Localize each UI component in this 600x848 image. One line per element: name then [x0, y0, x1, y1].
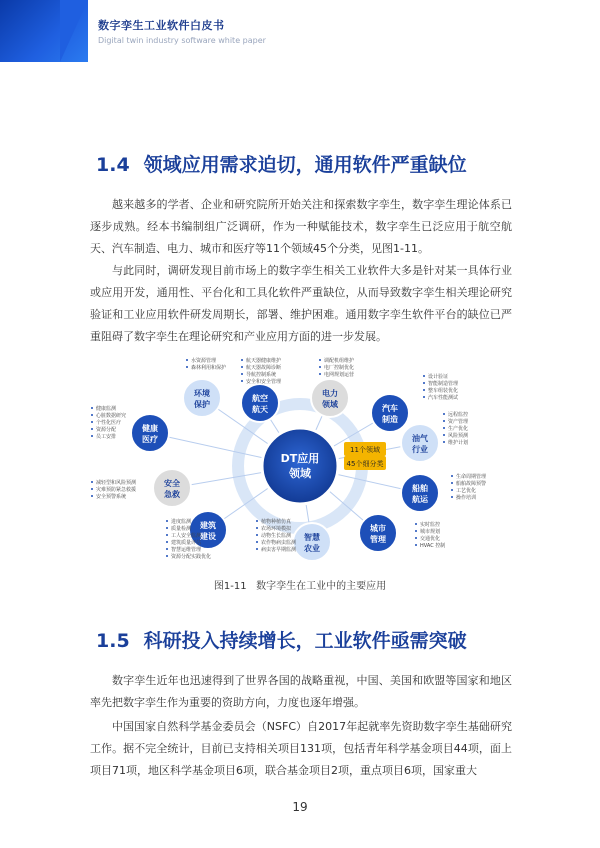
domain-item: 航天器故障诊断	[246, 365, 282, 371]
domain-item: HVAC 控制	[420, 543, 446, 549]
domain-node-circle	[401, 474, 439, 512]
bullet-dot	[451, 496, 453, 498]
badge-subcategories-label: 45个细分类	[346, 460, 384, 468]
bullet-dot	[443, 434, 445, 436]
domain-item: 工人安全监测	[171, 533, 202, 539]
bullet-dot	[241, 380, 243, 382]
domain-node-circle	[131, 414, 169, 452]
bullet-dot	[91, 407, 93, 409]
section-heading-1-4	[96, 150, 467, 177]
bullet-dot	[91, 421, 93, 423]
domain-node-label: 健康	[142, 424, 158, 433]
domain-node-label: 安全	[164, 479, 180, 488]
header-accent-diagonal	[60, 0, 88, 62]
bullet-dot	[91, 488, 93, 490]
domain-item: 安全预警系统	[96, 494, 127, 500]
domain-node-circle	[183, 379, 221, 417]
bullet-dot	[166, 541, 168, 543]
domain-node-label: 管理	[370, 535, 386, 544]
domain-node-circle	[359, 514, 397, 552]
domain-item: 整车组装优化	[428, 388, 459, 394]
center-label-1: DT应用	[280, 452, 320, 465]
section-title-text: 领域应用需求迫切，通用软件严重缺位	[143, 154, 467, 176]
domain-node-label: 制造	[382, 415, 398, 424]
section-number: 1.5	[96, 630, 130, 652]
domain-node-circle	[293, 523, 331, 561]
domain-item: 维护计划	[448, 440, 469, 446]
domain-node-label: 保护	[194, 400, 210, 409]
domain-node-label: 航空	[252, 394, 268, 403]
bullet-dot	[241, 366, 243, 368]
domain-item: 生命周期管理	[456, 474, 487, 480]
bullet-dot	[451, 475, 453, 477]
domain-item: 工艺优化	[456, 488, 477, 494]
domain-item: 植物种植仿真	[261, 519, 292, 525]
domain-item: 设计验证	[428, 374, 449, 380]
domain-item: 质量检测	[171, 526, 192, 532]
domain-node-circle	[371, 394, 409, 432]
paragraph: 中国国家自然科学基金委员会（NSFC）自2017年起就率先资助数字孪生基础研究工作。据不完全统计，目前已支持相关项目131项，包括青年科学基金项目44项，面上项目71项，地区科学基金项目6项，联合基金项目2项，重点项目6项，国家重大	[90, 720, 512, 777]
domain-node-label: 医疗	[142, 435, 158, 444]
section-number: 1.4	[96, 154, 130, 176]
header-title: 数字孪生工业软件白皮书	[98, 19, 225, 32]
bullet-dot	[319, 366, 321, 368]
domain-item: 健康监测	[96, 406, 117, 412]
domain-item: 操作培训	[456, 495, 477, 501]
domain-item: 远程监控	[448, 412, 469, 418]
bullet-dot	[415, 530, 417, 532]
figure-caption	[0, 577, 600, 592]
page-header	[0, 0, 600, 62]
bullet-dot	[451, 489, 453, 491]
domain-item: 风险预测	[448, 433, 469, 439]
domain-item: 建筑质量评估	[171, 540, 202, 546]
domain-item: 森林利用和保护	[191, 365, 227, 371]
bullet-dot	[241, 359, 243, 361]
domain-item: 水资源管理	[191, 358, 217, 364]
domain-item: 资源分配实践优化	[171, 554, 212, 560]
bullet-dot	[451, 482, 453, 484]
domain-node-circle	[311, 379, 349, 417]
bullet-dot	[256, 520, 258, 522]
bullet-dot	[443, 427, 445, 429]
domain-node-label: 船舶	[412, 484, 428, 493]
paragraph: 越来越多的学者、企业和研究院所开始关注和探索数字孪生，数字孪生理论体系已逐步成熟。经本书编制组广泛调研，作为一种赋能技术，数字孪生已泛应用于航空航天、汽车制造、电力、城市和医疗等11个领域45个分类，见图1-11。	[90, 198, 512, 255]
domain-item: 实时监控	[420, 522, 441, 528]
bullet-dot	[186, 366, 188, 368]
domain-item: 心脏数据研究	[96, 413, 127, 419]
domain-node-label: 建筑	[200, 521, 216, 530]
domain-node-label: 城市	[370, 524, 386, 533]
domain-item: 农场环境模拟	[261, 526, 292, 532]
caption-text: 数字孪生在工业中的主要应用	[256, 581, 387, 592]
bullet-dot	[443, 420, 445, 422]
bullet-dot	[91, 481, 93, 483]
domain-item: 农作物病虫监测	[261, 540, 297, 546]
badge-domains-label: 11个领域	[350, 446, 380, 454]
domain-node-label: 智慧	[304, 533, 320, 542]
bullet-dot	[91, 435, 93, 437]
domain-node-label: 电力	[322, 389, 338, 398]
domain-item: 安全和安全管理	[246, 379, 282, 385]
figure-dt-application-domains	[90, 348, 510, 574]
domain-node-label: 领域	[322, 400, 338, 409]
bullet-dot	[256, 548, 258, 550]
page-number: 19	[292, 800, 308, 814]
bullet-dot	[166, 527, 168, 529]
section-title-text: 科研投入持续增长，工业软件亟需突破	[143, 630, 467, 652]
bullet-dot	[256, 534, 258, 536]
bullet-dot	[423, 382, 425, 384]
paragraph: 数字孪生近年也迅速得到了世界各国的战略重视，中国、美国和欧盟等国家和地区率先把数字孪生作为重要的资助方向，力度也逐年增强。	[90, 674, 512, 709]
bullet-dot	[423, 375, 425, 377]
domain-node-circle	[153, 469, 191, 507]
domain-node-label: 急救	[164, 490, 180, 499]
bullet-dot	[166, 548, 168, 550]
caption-number: 图1-11	[213, 581, 247, 592]
domain-node-circle	[241, 384, 279, 422]
bullet-dot	[415, 544, 417, 546]
domain-node-label: 行业	[412, 445, 428, 454]
domain-diagram	[90, 348, 510, 574]
domain-item: 病虫害早期监测	[261, 547, 297, 553]
bullet-dot	[415, 523, 417, 525]
bullet-dot	[166, 520, 168, 522]
bullet-dot	[415, 537, 417, 539]
domain-item: 汽车性能测试	[428, 395, 459, 401]
domain-item: 个性化医疗	[96, 420, 122, 426]
domain-item: 减轻型和风险预测	[96, 480, 137, 486]
domain-item: 智慧运维管理	[171, 547, 202, 553]
bullet-dot	[256, 541, 258, 543]
domain-item: 智能制造管理	[428, 381, 459, 387]
domain-node-circle	[401, 424, 439, 462]
domain-item: 灾难预防紧急救援	[96, 487, 137, 493]
domain-node-label: 汽车	[382, 404, 398, 413]
bullet-dot	[91, 495, 93, 497]
domain-item: 动物生长监测	[261, 533, 292, 539]
domain-item: 电厂控制优化	[324, 365, 355, 371]
domain-item: 城市规划	[420, 529, 441, 535]
paragraph: 与此同时，调研发现目前市场上的数字孪生相关工业软件大多是针对某一具体行业或应用开发，通用性、平台化和工具化软件严重缺位，从而导致数字孪生相关理论研究验证和工业应用软件研发周期长，部署、维护困难。通用数字孪生软件平台的缺位已严重阻碍了数字孪生在理论研究和产业应用方面的进一步发展。	[90, 264, 512, 343]
bullet-dot	[423, 396, 425, 398]
bullet-dot	[186, 359, 188, 361]
domain-item: 员工安排	[96, 434, 117, 440]
domain-item: 电网规划运营	[324, 372, 355, 378]
bullet-dot	[319, 373, 321, 375]
domain-item: 船舶故障预警	[456, 481, 487, 487]
domain-item: 生产优化	[448, 426, 469, 432]
center-circle	[262, 428, 338, 504]
bullet-dot	[166, 534, 168, 536]
bullet-dot	[443, 441, 445, 443]
domain-item: 资源分配	[96, 427, 117, 433]
domain-node-label: 油气	[412, 434, 428, 443]
domain-item: 调配机组维护	[324, 358, 355, 364]
section-heading-1-5	[96, 626, 467, 653]
bullet-dot	[241, 373, 243, 375]
bullet-dot	[443, 413, 445, 415]
bullet-dot	[256, 527, 258, 529]
domain-node-label: 环境	[194, 389, 210, 398]
domain-item: 交通优化	[420, 536, 441, 542]
header-subtitle: Digital twin industry software white paper	[98, 36, 266, 45]
bullet-dot	[319, 359, 321, 361]
bullet-dot	[423, 389, 425, 391]
bullet-dot	[91, 428, 93, 430]
domain-item: 航天器健康维护	[246, 358, 282, 364]
domain-node-label: 航天	[252, 405, 268, 414]
domain-node-label: 建设	[200, 532, 216, 541]
domain-node-label: 航运	[412, 495, 428, 504]
domain-item: 进度监测	[171, 519, 192, 525]
domain-item: 导航控制系统	[246, 372, 277, 378]
domain-node-label: 农业	[304, 544, 320, 553]
domain-item: 资产管理	[448, 419, 469, 425]
bullet-dot	[91, 414, 93, 416]
center-label-2: 领域	[289, 467, 311, 480]
bullet-dot	[166, 555, 168, 557]
